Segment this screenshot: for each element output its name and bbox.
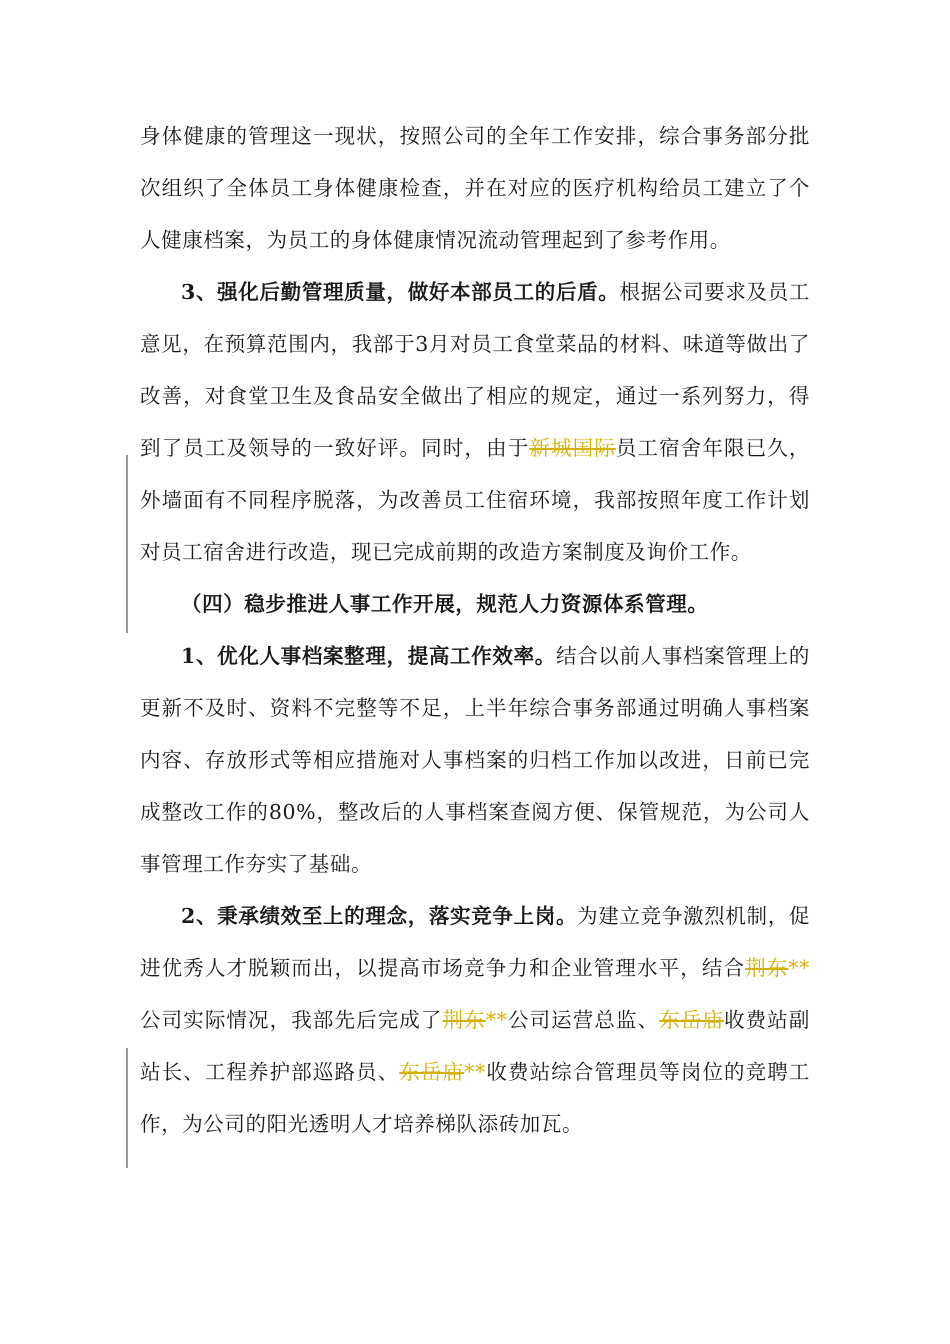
text-run: 收费站综合管理员等岗位的竞聘工作，为公司的阳光透明人才培养梯队添砖加瓦。 <box>140 1060 810 1136</box>
text-run: 身体健康的管理这一现状，按照公司的全年工作安排，综合事务部分批次组织了全体员工身体健康检查，并在对应的医疗机构给员工建立了个人健康档案，为员工的身体健康情况流动管理起到了参考作用。 <box>140 124 810 252</box>
paragraph <box>140 110 810 266</box>
heading-run: 1、优化人事档案整理，提高工作效率。 <box>181 644 556 668</box>
text-run: 员工宿舍年限已久，外墙面有不同程序脱落，为改善员工住宿环境，我部按照年度工作计划对员工宿舍进行改造，现已完成前期的改造方案制度及询价工作。 <box>140 436 810 564</box>
redacted-text: 东岳庙 <box>659 1008 725 1032</box>
paragraph <box>140 266 810 578</box>
text-run: 收费站副站长、工程养护部巡路员、 <box>140 1008 810 1084</box>
redacted-text: 荆东 <box>745 956 789 980</box>
paragraph <box>140 578 810 630</box>
text-run: 公司实际情况，我部先后完成了 <box>140 1008 443 1032</box>
redacted-text: ** <box>788 956 810 980</box>
text-run: 根据公司要求及员工意见，在预算范围内，我部于3月对员工食堂菜品的材料、味道等做出了改善，对食堂卫生及食品安全做出了相应的规定，通过一系列努力，得到了员工及领导的一致好评。同时，由于 <box>140 280 810 460</box>
heading-run: （四）稳步推进人事工作开展，规范人力资源体系管理。 <box>181 592 709 616</box>
heading-run: 3、强化后勤管理质量，做好本部员工的后盾。 <box>181 280 620 304</box>
change-bar-1 <box>126 455 128 633</box>
redacted-text: ** <box>485 1008 508 1032</box>
redacted-text: ** <box>464 1060 486 1084</box>
paragraph <box>140 890 810 1150</box>
paragraph <box>140 630 810 890</box>
redacted-text: 新城国际 <box>529 436 616 460</box>
text-run: 公司运营总监、 <box>507 1008 660 1032</box>
change-bar-2 <box>126 1048 128 1168</box>
text-run: 为建立竞争激烈机制，促进优秀人才脱颖而出，以提高市场竞争力和企业管理水平，结合 <box>140 904 810 980</box>
redacted-text: 荆东 <box>442 1008 486 1032</box>
document-body <box>140 110 810 1150</box>
heading-run: 2、秉承绩效至上的理念，落实竞争上岗。 <box>181 904 578 928</box>
redacted-text: 东岳庙 <box>399 1060 465 1084</box>
text-run: 结合以前人事档案管理上的更新不及时、资料不完整等不足，上半年综合事务部通过明确人事档案内容、存放形式等相应措施对人事档案的归档工作加以改进，日前已完成整改工作的80%，整改后的人事档案查阅方便、保管规范，为公司人事管理工作夯实了基础。 <box>140 644 810 876</box>
